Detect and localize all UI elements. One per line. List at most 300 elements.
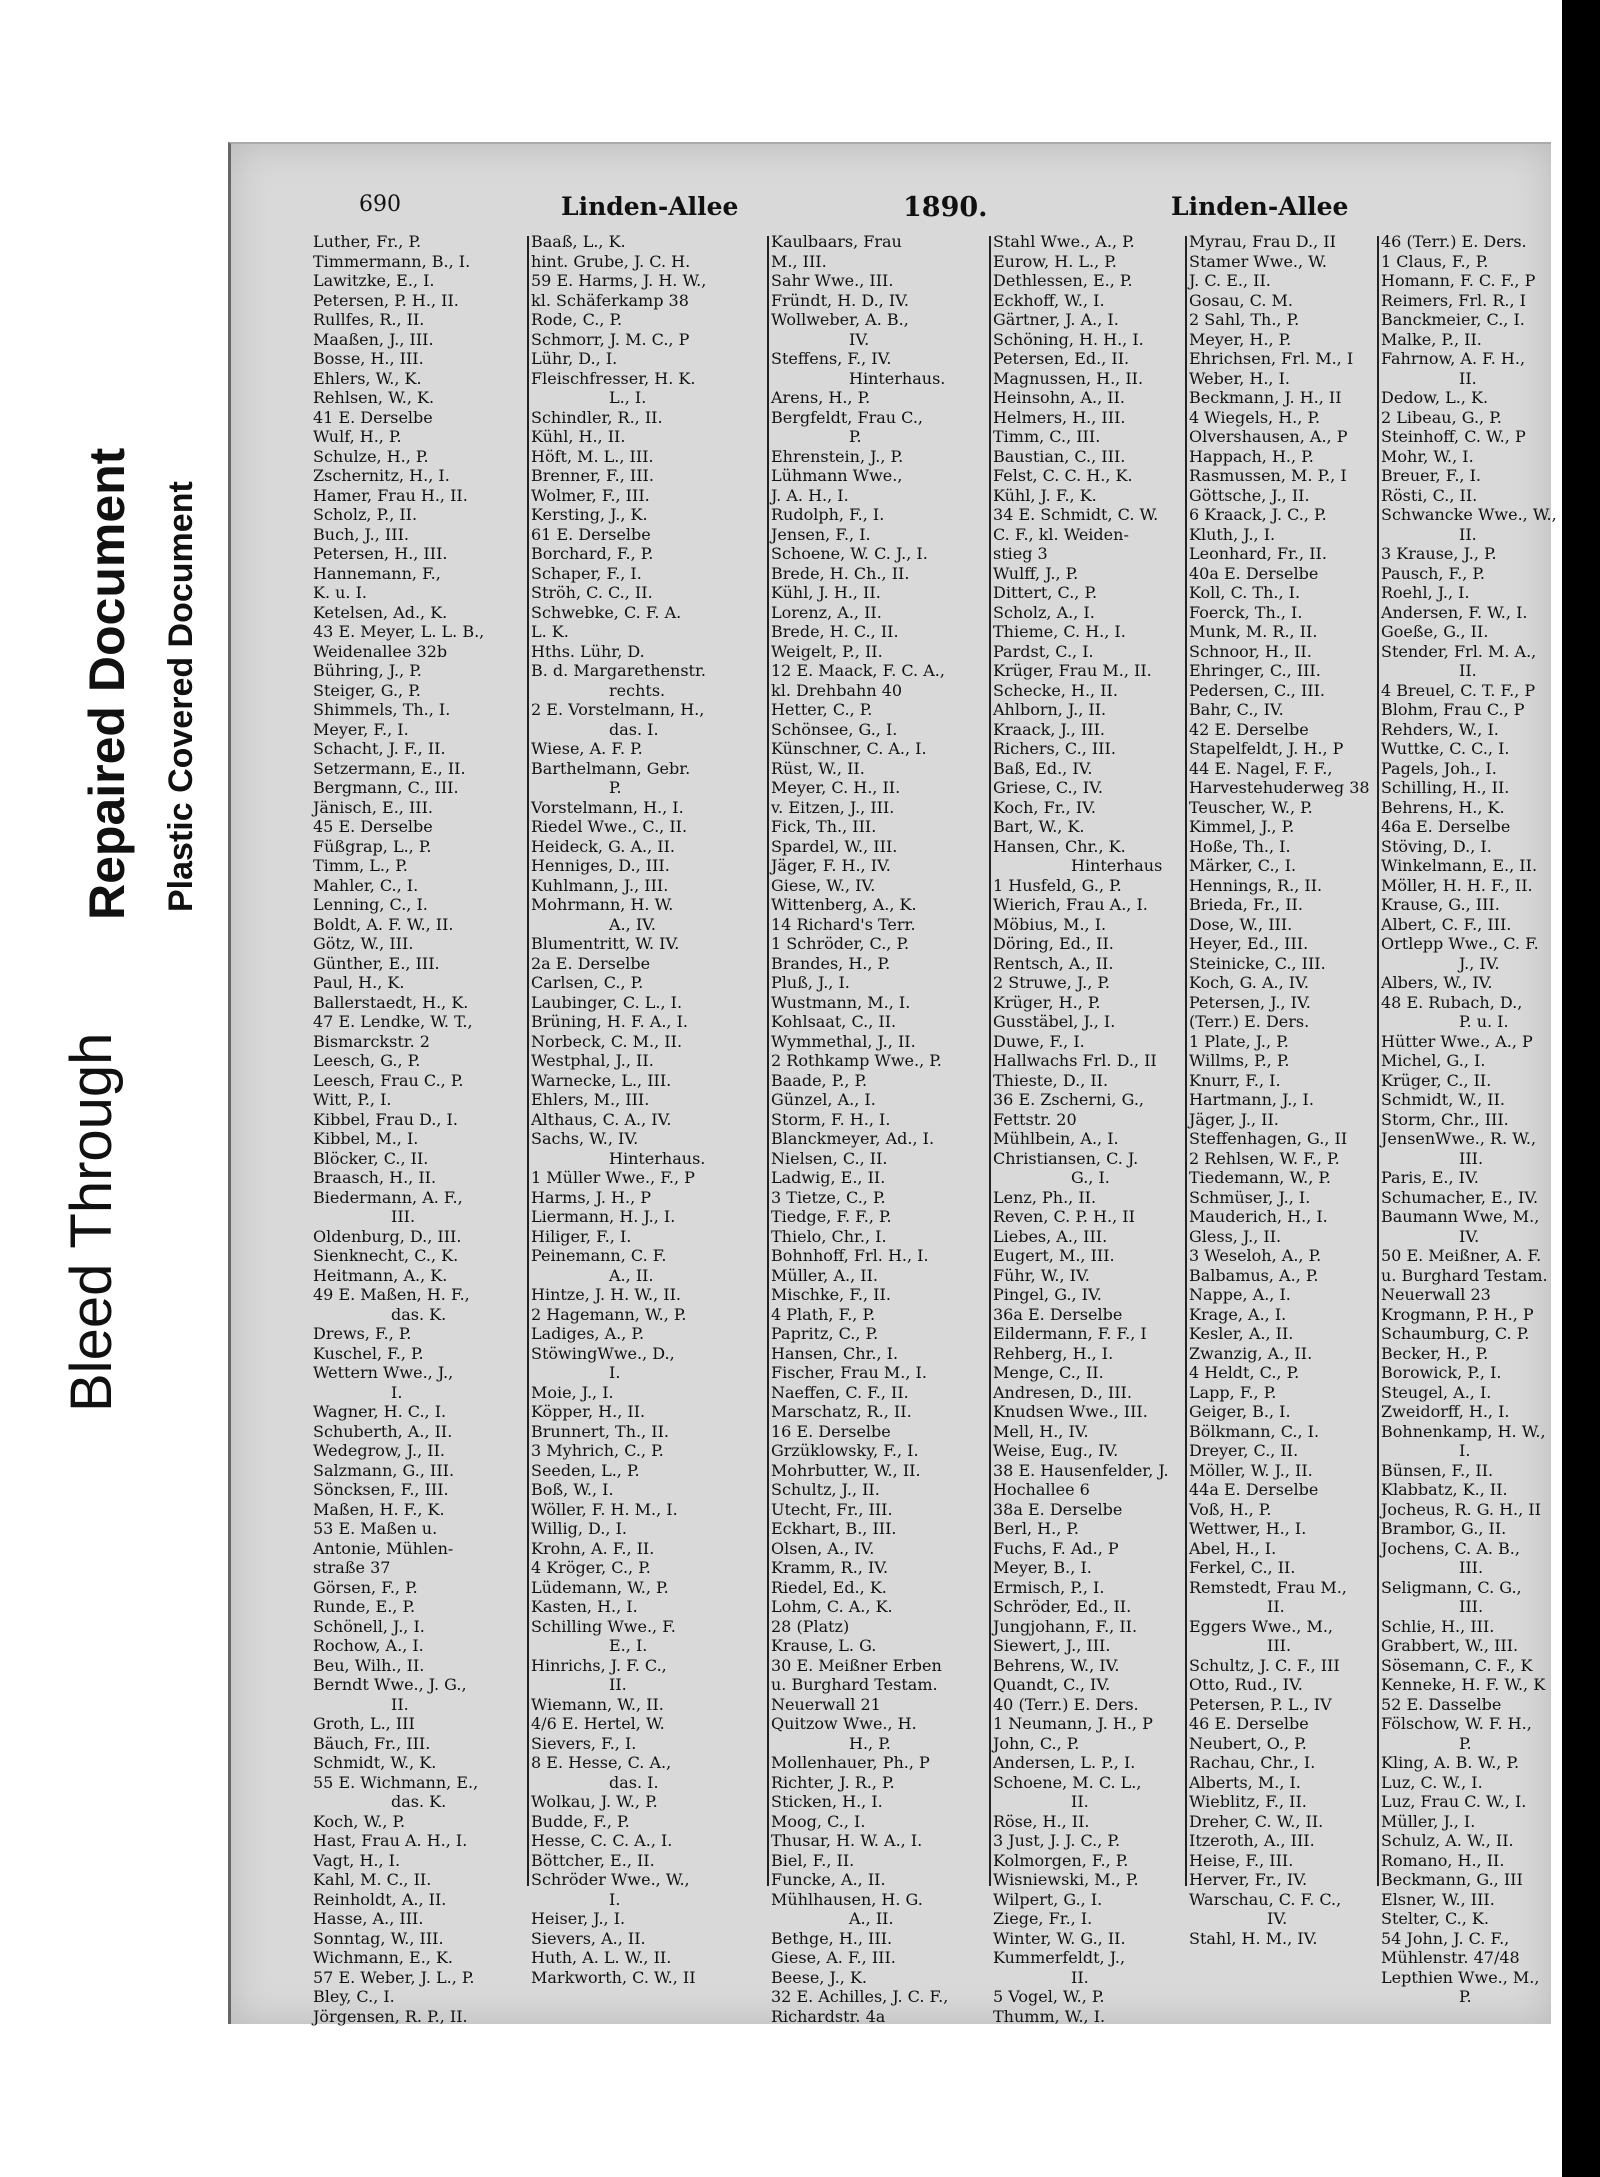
directory-entry: 40 (Terr.) E. Ders. (993, 1694, 1139, 1714)
directory-entry: Ströh, C. C., II. (531, 583, 653, 602)
directory-entry: Petersen, H., III. (313, 544, 448, 563)
directory-entry: Weber, H., I. (1189, 368, 1290, 388)
directory-entry: Görsen, F., P. (313, 1577, 418, 1597)
directory-entry: Scholz, P., II. (313, 505, 418, 524)
directory-entry: Harms, J. H., P (531, 1187, 652, 1207)
directory-entry: Kühl, J. F., K. (993, 485, 1097, 505)
directory-entry: Hamer, Frau H., II. (313, 485, 468, 505)
directory-entry: Fründt, H. D., IV. (771, 290, 910, 310)
directory-entry: Spardel, W., III. (771, 836, 898, 856)
directory-entry: Fahrnow, A. F. H., (1381, 349, 1526, 368)
directory-entry: Utecht, Fr., III. (771, 1499, 893, 1519)
directory-entry: Rode, C., P. (531, 310, 623, 329)
directory-entry: Richter, J. R., P. (771, 1772, 895, 1792)
directory-entry: I. (609, 1363, 621, 1382)
directory-entry: 2a E. Derselbe (531, 953, 651, 973)
directory-entry: Schwancke Wwe., W., (1381, 505, 1557, 524)
directory-entry: E., I. (609, 1636, 648, 1655)
directory-entry: Eurow, H. L., P. (993, 251, 1117, 271)
directory-entry: Luz, C. W., I. (1381, 1772, 1483, 1792)
directory-entry: Wedegrow, J., II. (313, 1441, 445, 1460)
directory-column-4 (993, 232, 1183, 2026)
directory-entry: 3 Weseloh, A., P. (1189, 1246, 1322, 1265)
directory-entry: III. (1459, 1558, 1484, 1577)
directory-entry: 38a E. Derselbe (993, 1499, 1123, 1519)
directory-entry: Bühring, J., P. (313, 661, 422, 680)
directory-entry: 2 Libeau, G., P. (1381, 407, 1502, 427)
directory-entry: Höft, M. L., III. (531, 446, 654, 466)
directory-entry: Wagner, H. C., I. (313, 1402, 447, 1421)
directory-entry: Kraack, J., III. (993, 719, 1105, 739)
directory-entry: Wustmann, M., I. (771, 992, 911, 1012)
directory-entry: Heiser, J., I. (531, 1909, 626, 1928)
directory-entry: kl. Drehbahn 40 (771, 680, 903, 700)
directory-entry: Schmüser, J., I. (1189, 1187, 1311, 1207)
directory-entry: Sachs, W., IV. (531, 1129, 639, 1148)
directory-entry: Baustian, C., III. (993, 446, 1126, 466)
directory-entry: v. Eitzen, J., III. (771, 797, 895, 817)
directory-entry: 4/6 E. Hertel, W. (531, 1714, 665, 1733)
directory-entry: Luther, Fr., P. (313, 232, 422, 251)
directory-entry: 16 E. Derselbe (771, 1421, 891, 1441)
directory-entry: Lepthien Wwe., M., (1381, 1967, 1540, 1987)
directory-entry: 4 Kröger, C., P. (531, 1558, 651, 1577)
directory-entry: Schlie, H., III. (1381, 1616, 1495, 1636)
directory-entry: Götz, W., III. (313, 934, 414, 953)
directory-entry: Wulff, J., P. (993, 563, 1079, 583)
directory-entry: Koch, W., P. (313, 1811, 406, 1831)
directory-entry: Giese, A. F., III. (771, 1948, 896, 1967)
directory-entry: Quandt, C., IV. (993, 1675, 1111, 1694)
directory-entry: Munk, M. R., II. (1189, 622, 1318, 641)
directory-entry: Richardstr. 4a (771, 2006, 886, 2026)
directory-entry: Rehlsen, W., K. (313, 388, 435, 407)
directory-entry: Führ, W., IV. (993, 1265, 1090, 1285)
directory-entry: Grabbert, W., III. (1381, 1636, 1519, 1655)
directory-entry: Alberts, M., I. (1189, 1772, 1301, 1792)
directory-entry: IV. (1459, 1226, 1480, 1246)
directory-entry: 5 Vogel, W., P. (993, 1987, 1105, 2006)
directory-entry: Bahr, C., IV. (1189, 700, 1284, 719)
directory-entry: Fick, Th., III. (771, 817, 877, 836)
directory-entry: J. A. H., I. (771, 485, 849, 505)
directory-entry: Barthelmann, Gebr. (531, 758, 691, 778)
directory-entry: Schuberth, A., II. (313, 1421, 453, 1441)
directory-entry: Steugel, A., I. (1381, 1382, 1492, 1402)
directory-entry: Kenneke, H. F. W., K (1381, 1675, 1546, 1694)
directory-entry: P. (609, 778, 622, 797)
directory-entry: Hütter Wwe., A., P (1381, 1031, 1533, 1051)
directory-entry: Papritz, C., P. (771, 1324, 879, 1343)
directory-entry: Mohrmann, H. W. (531, 895, 674, 914)
directory-entry: Kuschel, F., P. (313, 1343, 424, 1363)
directory-entry: Jensen, F., I. (771, 524, 871, 544)
directory-entry: Sonntag, W., III. (313, 1928, 444, 1948)
directory-entry: Winter, W. G., II. (993, 1928, 1126, 1948)
directory-entry: P. (849, 427, 862, 446)
directory-entry: Wiese, A. F. P. (531, 739, 643, 758)
directory-entry: Itzeroth, A., III. (1189, 1831, 1315, 1850)
directory-entry: u. Burghard Testam. (771, 1675, 938, 1694)
directory-entry: Schacht, J. F., II. (313, 739, 446, 758)
directory-entry: Fettstr. 20 (993, 1109, 1077, 1129)
directory-entry: stieg 3 (993, 544, 1048, 563)
column-rule (1377, 236, 1379, 1886)
directory-entry: Pagels, Joh., I. (1381, 758, 1497, 778)
directory-entry: Storm, Chr., III. (1381, 1109, 1509, 1129)
directory-entry: Warschau, C. F. C., (1189, 1889, 1342, 1909)
directory-entry: Warnecke, L., III. (531, 1070, 672, 1090)
directory-entry: Schröder Wwe., W., (531, 1870, 690, 1889)
directory-entry: 1 Claus, F., P. (1381, 251, 1489, 271)
directory-entry: Bünsen, F., II. (1381, 1460, 1494, 1480)
directory-entry: Kuhlmann, J., III. (531, 875, 669, 895)
header-year: 1890. (903, 192, 988, 223)
directory-entry: 4 Breuel, C. T. F., P (1381, 680, 1536, 700)
directory-entry: 40a E. Derselbe (1189, 563, 1319, 583)
directory-entry: Jochens, C. A. B., (1381, 1538, 1520, 1558)
directory-entry: III. (1267, 1636, 1292, 1655)
directory-entry: Dreyer, C., II. (1189, 1441, 1299, 1460)
directory-entry: Wilpert, G., I. (993, 1889, 1103, 1909)
directory-entry: 46a E. Derselbe (1381, 817, 1511, 836)
directory-entry: Hansen, Chr., K. (993, 836, 1126, 856)
directory-entry: 57 E. Weber, J. L., P. (313, 1967, 475, 1987)
directory-entry: Moie, J., I. (531, 1382, 614, 1402)
directory-entry: Ahlborn, J., II. (993, 700, 1107, 719)
directory-entry: Foerck, Th., I. (1189, 602, 1303, 622)
directory-entry: K. u. I. (313, 583, 368, 602)
directory-entry: Drews, F., P. (313, 1324, 412, 1343)
directory-entry: Weidenallee 32b (313, 641, 448, 661)
directory-entry: Henniges, D., III. (531, 856, 670, 875)
directory-entry: Schröder, Ed., II. (993, 1597, 1132, 1616)
directory-entry: 2 Struwe, J., P. (993, 973, 1110, 992)
directory-entry: StöwingWwe., D., (531, 1343, 675, 1363)
directory-entry: Blanckmeyer, Ad., I. (771, 1129, 935, 1148)
directory-entry: das. K. (391, 1304, 447, 1324)
directory-entry: Künschner, C. A., I. (771, 739, 927, 758)
directory-entry: Paul, H., K. (313, 973, 405, 992)
directory-entry: Heideck, G. A., II. (531, 836, 675, 856)
directory-entry: Krohn, A. F., II. (531, 1538, 655, 1558)
directory-entry: 44 E. Nagel, F. F., (1189, 758, 1333, 778)
directory-entry: 52 E. Dasselbe (1381, 1694, 1502, 1714)
directory-entry: Kramm, R., IV. (771, 1558, 889, 1577)
directory-entry: Leonhard, Fr., II. (1189, 544, 1327, 563)
directory-entry: Mühlenstr. 47/48 (1381, 1948, 1520, 1967)
directory-entry: Meyer, F., I. (313, 719, 409, 739)
directory-entry: Ballerstaedt, H., K. (313, 992, 469, 1012)
directory-entry: Thieme, C. H., I. (993, 622, 1126, 641)
directory-entry: Eggers Wwe., M., (1189, 1616, 1333, 1636)
directory-entry: Hast, Frau A. H., I. (313, 1831, 468, 1850)
directory-entry: 30 E. Meißner Erben (771, 1655, 942, 1675)
header-left-title: Linden-Allee (561, 192, 739, 221)
directory-entry: Jungjohann, F., II. (993, 1616, 1138, 1636)
directory-entry: Wulf, H., P. (313, 427, 402, 446)
directory-entry: Petersen, Ed., II. (993, 349, 1130, 368)
directory-entry: Krüger, C., II. (1381, 1070, 1492, 1090)
directory-entry: Pluß, J., I. (771, 973, 850, 992)
directory-entry: Lenz, Ph., II. (993, 1187, 1097, 1207)
directory-entry: Döring, Ed., II. (993, 934, 1114, 953)
directory-entry: Bismarckstr. 2 (313, 1031, 430, 1051)
directory-entry: Bethge, H., III. (771, 1928, 893, 1948)
directory-entry: Thusar, H. W. A., I. (771, 1831, 923, 1850)
directory-entry: Krause, G., III. (1381, 895, 1500, 914)
directory-entry: Mühlbein, A., I. (993, 1129, 1119, 1148)
directory-entry: Eckhoff, W., I. (993, 290, 1105, 310)
directory-entry: Söncksen, F., III. (313, 1480, 449, 1499)
directory-entry: Gosau, C. M. (1189, 290, 1293, 310)
directory-entry: Müller, A., II. (771, 1265, 878, 1285)
directory-entry: 44a E. Derselbe (1189, 1480, 1319, 1499)
directory-entry: Jäger, F. H., IV. (771, 856, 891, 875)
directory-entry: II. (1459, 661, 1477, 680)
directory-entry: Witt, P., I. (313, 1090, 392, 1109)
directory-entry: Goeße, G., II. (1381, 622, 1489, 641)
directory-entry: Reimers, Frl. R., I (1381, 290, 1526, 310)
column-rule (1185, 236, 1187, 1886)
directory-entry: III. (1459, 1597, 1484, 1616)
directory-entry: Kühl, J. H., II. (771, 583, 881, 602)
directory-entry: Schumacher, E., IV. (1381, 1187, 1539, 1207)
directory-entry: Bergfeldt, Frau C., (771, 407, 923, 427)
page-header (231, 192, 1551, 228)
directory-entry: II. (391, 1694, 409, 1714)
directory-entry: Otto, Rud., IV. (1189, 1675, 1303, 1694)
directory-entry: Kaulbaars, Frau (771, 232, 902, 251)
directory-entry: das. K. (391, 1792, 447, 1811)
repaired-document-label: Repaired Document (79, 447, 135, 920)
directory-entry: Kahl, M. C., II. (313, 1870, 432, 1889)
directory-entry: Schöning, H. H., I. (993, 329, 1144, 349)
directory-entry: Bohnhoff, Frl. H., I. (771, 1246, 929, 1265)
directory-entry: Teuscher, W., P. (1189, 797, 1313, 817)
directory-entry: A., II. (849, 1909, 894, 1928)
directory-entry: Brenner, F., III. (531, 466, 654, 485)
directory-entry: 2 Sahl, Th., P. (1189, 310, 1300, 329)
directory-entry: Schönell, J., I. (313, 1616, 425, 1636)
directory-entry: Myrau, Frau D., II (1189, 232, 1336, 251)
directory-entry: III. (1459, 1148, 1484, 1168)
directory-entry: II. (1459, 368, 1477, 388)
directory-entry: Willig, D., I. (531, 1519, 627, 1538)
directory-entry: I. (1459, 1441, 1471, 1460)
directory-entry: Koll, C. Th., I. (1189, 583, 1301, 602)
directory-entry: 43 E. Meyer, L. L. B., (313, 622, 485, 641)
directory-entry: Biel, F., II. (771, 1850, 855, 1870)
column-rule (989, 236, 991, 1886)
column-rule (767, 236, 769, 1886)
directory-entry: Buch, J., III. (313, 524, 409, 544)
directory-entry: Petersen, P. H., II. (313, 290, 459, 310)
directory-entry: Liebes, A., III. (993, 1226, 1108, 1246)
directory-entry: Schultz, J. C. F., III (1189, 1655, 1340, 1675)
directory-entry: Arens, H., P. (771, 388, 871, 407)
directory-entry: Fleischfresser, H. K. (531, 368, 696, 388)
directory-entry: 36 E. Zscherni, G., (993, 1090, 1144, 1109)
directory-entry: Borowick, P., I. (1381, 1363, 1502, 1382)
directory-entry: 53 E. Maßen u. (313, 1519, 438, 1538)
directory-entry: Huth, A. L. W., II. (531, 1948, 672, 1967)
directory-column-2 (531, 232, 761, 1987)
directory-entry: Timm, L., P. (313, 856, 408, 875)
directory-entry: Giese, W., IV. (771, 875, 876, 895)
directory-entry: Blöcker, C., II. (313, 1148, 429, 1168)
directory-entry: Ketelsen, Ad., K. (313, 602, 448, 622)
directory-entry: 38 E. Hausenfelder, J. (993, 1460, 1169, 1480)
directory-entry: Christiansen, C. J. (993, 1148, 1139, 1168)
directory-entry: Markworth, C. W., II (531, 1967, 696, 1987)
directory-entry: Kluth, J., I. (1189, 524, 1276, 544)
directory-entry: Neuerwall 21 (771, 1694, 881, 1714)
directory-entry: Stender, Frl. M. A., (1381, 641, 1537, 661)
directory-entry: Menge, C., II. (993, 1363, 1104, 1382)
directory-entry: Vagt, H., I. (313, 1850, 401, 1870)
directory-entry: Hartmann, J., I. (1189, 1090, 1314, 1109)
directory-entry: Althaus, C. A., IV. (531, 1109, 672, 1129)
directory-entry: Wolkau, J. W., P. (531, 1792, 658, 1811)
directory-entry: Becker, H., P. (1381, 1343, 1489, 1363)
directory-entry: P. u. I. (1459, 1012, 1509, 1031)
directory-entry: Rullfes, R., II. (313, 310, 425, 329)
directory-entry: Stapelfeldt, J. H., P (1189, 739, 1344, 758)
directory-entry: G., I. (1071, 1168, 1110, 1187)
directory-entry: Brüning, H. F. A., I. (531, 1012, 688, 1031)
directory-entry: Schmorr, J. M. C., P (531, 329, 690, 349)
directory-entry: Brandes, H., P. (771, 953, 891, 973)
directory-entry: das. I. (609, 1772, 659, 1792)
directory-entry: Kolmorgen, F., P. (993, 1850, 1129, 1870)
directory-column-3 (771, 232, 989, 2026)
directory-entry: Rentsch, A., II. (993, 953, 1114, 973)
directory-entry: Müller, J., I. (1381, 1811, 1476, 1831)
directory-entry: Schoene, M. C. L., (993, 1772, 1142, 1792)
directory-entry: Wettwer, H., I. (1189, 1519, 1307, 1538)
directory-entry: Shimmels, Th., I. (313, 700, 451, 719)
directory-entry: I. (391, 1382, 403, 1402)
directory-entry: C. F., kl. Weiden- (993, 524, 1129, 544)
directory-entry: Weise, Eug., IV. (993, 1441, 1119, 1460)
directory-entry: Sievers, F., I. (531, 1733, 637, 1753)
directory-entry: kl. Schäferkamp 38 (531, 290, 689, 310)
directory-entry: Breuer, F., I. (1381, 466, 1481, 485)
directory-entry: 50 E. Meißner, A. F. (1381, 1246, 1542, 1265)
directory-entry: Borchard, F., P. (531, 544, 654, 563)
directory-entry: Helmers, H., III. (993, 407, 1126, 427)
directory-entry: Quitzow Wwe., H. (771, 1714, 917, 1733)
directory-entry: Homann, F. C. F., P (1381, 271, 1536, 290)
directory-entry: Oldenburg, D., III. (313, 1226, 462, 1246)
directory-entry: Vorstelmann, H., I. (531, 797, 684, 817)
directory-entry: Hetter, C., P. (771, 700, 873, 719)
directory-entry: (Terr.) E. Ders. (1189, 1012, 1310, 1031)
directory-entry: Leesch, Frau C., P. (313, 1070, 464, 1090)
directory-entry: Köpper, H., II. (531, 1402, 646, 1421)
directory-entry: Richers, C., III. (993, 739, 1116, 758)
directory-entry: Steffens, F., IV. (771, 349, 892, 368)
directory-entry: Maßen, H. F., K. (313, 1499, 445, 1519)
directory-entry: Pingel, G., IV. (993, 1285, 1102, 1304)
directory-entry: Mahler, C., I. (313, 875, 419, 895)
directory-entry: Beese, J., K. (771, 1967, 868, 1987)
directory-entry: Boldt, A. F. W., II. (313, 914, 454, 934)
directory-entry: Steinicke, C., III. (1189, 953, 1326, 973)
directory-entry: H., P. (849, 1733, 891, 1753)
directory-entry: A., II. (609, 1265, 654, 1285)
directory-entry: Albert, C. F., III. (1381, 914, 1512, 934)
directory-entry: Herver, Fr., IV. (1189, 1870, 1308, 1889)
directory-entry: Grzüklowsky, F., I. (771, 1441, 919, 1460)
directory-entry: Maaßen, J., III. (313, 329, 434, 349)
directory-entry: Schnoor, H., II. (1189, 641, 1312, 661)
directory-entry: Möller, W. J., II. (1189, 1460, 1313, 1480)
directory-entry: Wieblitz, F., II. (1189, 1792, 1307, 1811)
directory-entry: Laubinger, C. L., I. (531, 992, 683, 1012)
directory-entry: Stahl, H. M., IV. (1189, 1928, 1318, 1948)
directory-entry: Rochow, A., I. (313, 1636, 424, 1655)
directory-entry: Mohrbutter, W., II. (771, 1460, 921, 1480)
directory-entry: Brambor, G., II. (1381, 1519, 1507, 1538)
directory-entry: Zweidorff, H., I. (1381, 1402, 1510, 1421)
directory-entry: Ermisch, P., I. (993, 1577, 1105, 1597)
directory-entry: Bley, C., I. (313, 1987, 395, 2006)
directory-entry: Moog, C., I. (771, 1811, 866, 1831)
directory-entry: Fuchs, F. Ad., P (993, 1538, 1119, 1558)
directory-entry: Heise, F., III. (1189, 1850, 1294, 1870)
directory-entry: Märker, C., I. (1189, 856, 1297, 875)
directory-entry: Meyer, B., I. (993, 1558, 1092, 1577)
directory-entry: Harvestehuderweg 38 (1189, 778, 1370, 797)
directory-entry: Schilling Wwe., F. (531, 1616, 676, 1636)
directory-entry: Günther, E., III. (313, 953, 440, 973)
directory-entry: Eckhart, B., III. (771, 1519, 897, 1538)
directory-entry: Braasch, H., II. (313, 1168, 437, 1187)
directory-entry: Knudsen Wwe., III. (993, 1402, 1148, 1421)
directory-entry: Steinhoff, C. W., P (1381, 427, 1526, 446)
directory-entry: Krüger, Frau M., II. (993, 661, 1152, 680)
directory-entry: Lorenz, A., II. (771, 602, 882, 622)
directory-entry: Lühmann Wwe., (771, 466, 903, 485)
directory-entry: Mohr, W., I. (1381, 446, 1474, 466)
directory-entry: Happach, H., P. (1189, 446, 1314, 466)
directory-entry: Jocheus, R. G. H., II (1381, 1499, 1541, 1519)
directory-entry: 2 Rehlsen, W. F., P. (1189, 1148, 1340, 1168)
directory-entry: Bäuch, Fr., III. (313, 1733, 431, 1753)
directory-entry: Bart, W., K. (993, 817, 1085, 836)
directory-entry: Hallwachs Frl. D., II (993, 1051, 1157, 1070)
directory-entry: Sahr Wwe., III. (771, 271, 894, 290)
directory-entry: Rasmussen, M. P., I (1189, 466, 1347, 485)
directory-entry: Andersen, F. W., I. (1381, 602, 1528, 622)
directory-entry: Nappe, A., I. (1189, 1285, 1291, 1304)
directory-entry: Meyer, H., P. (1189, 329, 1292, 349)
directory-entry: Möbius, M., I. (993, 914, 1107, 934)
directory-entry: Stöving, D., I. (1381, 836, 1492, 856)
page-number: 690 (359, 192, 401, 217)
directory-entry: das. I. (609, 719, 659, 739)
directory-entry: Nielsen, C., II. (771, 1148, 888, 1168)
directory-entry: Wollweber, A. B., (771, 310, 909, 329)
directory-entry: Winkelmann, E., II. (1381, 856, 1538, 875)
directory-entry: Thieste, D., II. (993, 1070, 1109, 1090)
directory-entry: Abel, H., I. (1189, 1538, 1277, 1558)
directory-entry: Sievers, A., II. (531, 1928, 646, 1948)
directory-entry: Heyer, Ed., III. (1189, 934, 1309, 953)
header-right-title: Linden-Allee (1171, 192, 1349, 221)
